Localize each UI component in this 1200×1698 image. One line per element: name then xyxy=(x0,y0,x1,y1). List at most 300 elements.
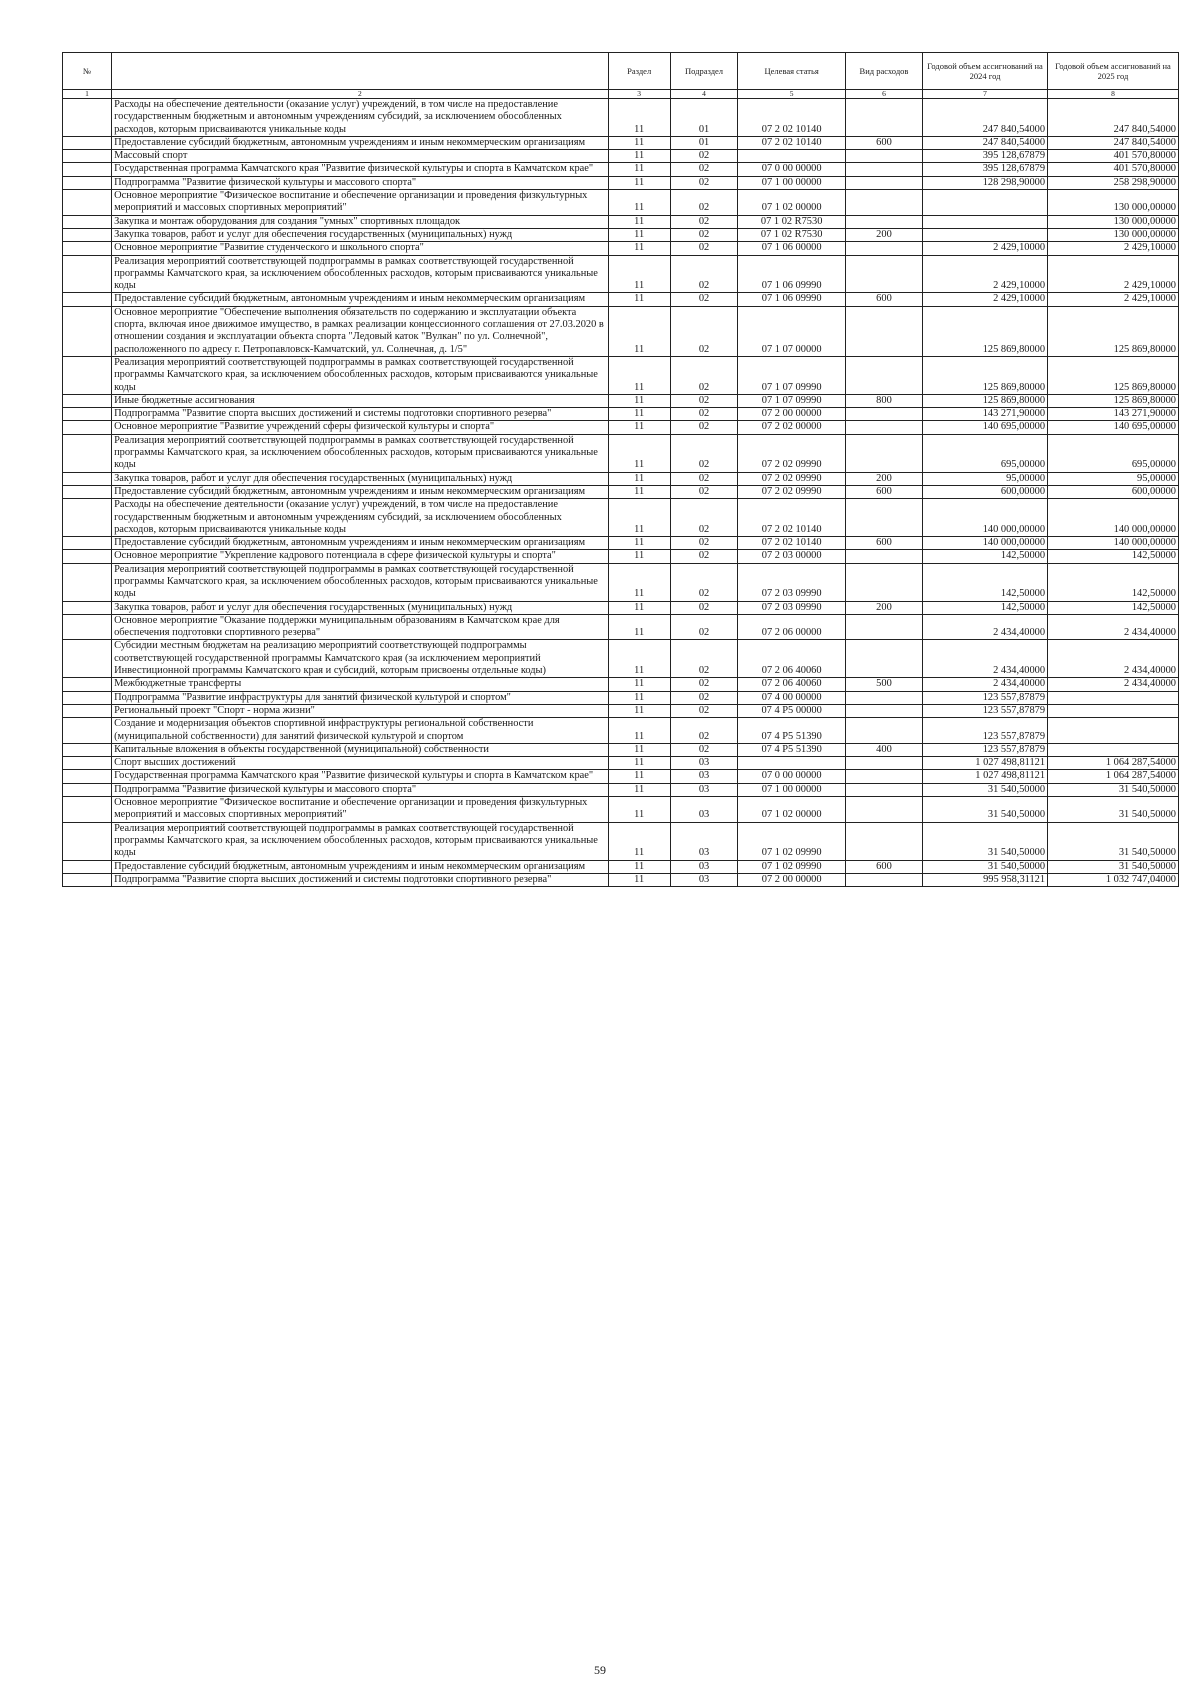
row-number-cell xyxy=(63,614,112,640)
row-target-article-cell: 07 1 02 R7530 xyxy=(738,228,846,241)
column-number: 4 xyxy=(670,90,738,99)
row-amount-2024-cell: 123 557,87879 xyxy=(923,704,1048,717)
row-podrazdel-cell: 02 xyxy=(670,242,738,255)
header-razdel: Раздел xyxy=(608,53,670,90)
row-name-cell: Подпрограмма "Развитие спорта высших достижений и системы подготовки спортивного резерва" xyxy=(112,408,609,421)
row-amount-2025-cell: 143 271,90000 xyxy=(1048,408,1179,421)
row-razdel-cell: 11 xyxy=(608,873,670,886)
header-name xyxy=(112,53,609,90)
row-target-article-cell: 07 4 P5 00000 xyxy=(738,704,846,717)
row-razdel-cell: 11 xyxy=(608,678,670,691)
table-row xyxy=(63,421,1179,434)
row-expense-type-cell xyxy=(845,563,922,601)
row-amount-2024-cell: 31 540,50000 xyxy=(923,797,1048,823)
row-number-cell xyxy=(63,537,112,550)
row-amount-2025-cell: 695,00000 xyxy=(1048,434,1179,472)
row-number-cell xyxy=(63,136,112,149)
row-amount-2024-cell: 31 540,50000 xyxy=(923,822,1048,860)
budget-sheet xyxy=(62,52,1179,887)
row-razdel-cell: 11 xyxy=(608,614,670,640)
row-expense-type-cell xyxy=(845,163,922,176)
row-amount-2025-cell: 142,50000 xyxy=(1048,601,1179,614)
row-podrazdel-cell: 02 xyxy=(670,421,738,434)
row-expense-type-cell: 600 xyxy=(845,485,922,498)
row-number-cell xyxy=(63,293,112,306)
row-amount-2025-cell: 31 540,50000 xyxy=(1048,783,1179,796)
row-number-cell xyxy=(63,99,112,137)
row-number-cell xyxy=(63,743,112,756)
row-number-cell xyxy=(63,228,112,241)
row-amount-2025-cell: 2 434,40000 xyxy=(1048,678,1179,691)
row-amount-2025-cell: 125 869,80000 xyxy=(1048,394,1179,407)
row-razdel-cell: 11 xyxy=(608,537,670,550)
row-amount-2025-cell: 401 570,80000 xyxy=(1048,163,1179,176)
table-row xyxy=(63,550,1179,563)
row-name-cell: Государственная программа Камчатского края "Развитие физической культуры и спорта в Камчатском крае" xyxy=(112,163,609,176)
row-name-cell: Основное мероприятие "Укрепление кадрового потенциала в сфере физической культуры и спорта" xyxy=(112,550,609,563)
table-row xyxy=(63,770,1179,783)
row-podrazdel-cell: 02 xyxy=(670,601,738,614)
row-podrazdel-cell: 02 xyxy=(670,563,738,601)
table-row xyxy=(63,537,1179,550)
row-amount-2025-cell: 600,00000 xyxy=(1048,485,1179,498)
row-amount-2025-cell xyxy=(1048,743,1179,756)
table-row xyxy=(63,718,1179,744)
row-target-article-cell: 07 2 00 00000 xyxy=(738,408,846,421)
row-target-article-cell: 07 2 02 10140 xyxy=(738,99,846,137)
header-podrazdel: Подраздел xyxy=(670,53,738,90)
row-expense-type-cell: 200 xyxy=(845,601,922,614)
row-target-article-cell: 07 2 02 00000 xyxy=(738,421,846,434)
row-razdel-cell: 11 xyxy=(608,472,670,485)
row-razdel-cell: 11 xyxy=(608,421,670,434)
row-podrazdel-cell: 02 xyxy=(670,394,738,407)
column-number: 6 xyxy=(845,90,922,99)
row-podrazdel-cell: 02 xyxy=(670,485,738,498)
row-expense-type-cell xyxy=(845,215,922,228)
row-expense-type-cell xyxy=(845,640,922,678)
row-expense-type-cell xyxy=(845,614,922,640)
row-razdel-cell: 11 xyxy=(608,783,670,796)
row-expense-type-cell: 200 xyxy=(845,472,922,485)
column-number-row xyxy=(63,90,1179,99)
row-razdel-cell: 11 xyxy=(608,306,670,356)
row-name-cell: Капитальные вложения в объекты государственной (муниципальной) собственности xyxy=(112,743,609,756)
row-razdel-cell: 11 xyxy=(608,255,670,293)
column-number: 1 xyxy=(63,90,112,99)
column-number: 5 xyxy=(738,90,846,99)
row-amount-2024-cell: 125 869,80000 xyxy=(923,394,1048,407)
table-row xyxy=(63,860,1179,873)
row-target-article-cell: 07 2 02 10140 xyxy=(738,136,846,149)
row-target-article-cell: 07 1 07 09990 xyxy=(738,394,846,407)
table-row xyxy=(63,783,1179,796)
row-podrazdel-cell: 02 xyxy=(670,691,738,704)
row-number-cell xyxy=(63,190,112,216)
page-number: 59 xyxy=(594,1663,606,1677)
row-podrazdel-cell: 01 xyxy=(670,136,738,149)
row-razdel-cell: 11 xyxy=(608,242,670,255)
row-amount-2025-cell: 140 000,00000 xyxy=(1048,537,1179,550)
row-name-cell: Основное мероприятие "Обеспечение выполнения обязательств по содержанию и эксплуатации объекта спорта, включая иное движимое имущество, в рамках реализации концессионного соглашения от 27.03.2020 в отношении создания и эксплуатации объекта спорта "Ледовый каток "Вулкан" по ул. Солнечной", расположенного по адресу г. Петропавловск-Камчатский, ул. Солнечная, д. 1/5" xyxy=(112,306,609,356)
row-number-cell xyxy=(63,150,112,163)
row-podrazdel-cell: 02 xyxy=(670,743,738,756)
row-razdel-cell: 11 xyxy=(608,293,670,306)
row-amount-2025-cell: 1 064 287,54000 xyxy=(1048,770,1179,783)
row-target-article-cell: 07 1 02 00000 xyxy=(738,797,846,823)
row-amount-2025-cell xyxy=(1048,691,1179,704)
row-amount-2025-cell: 31 540,50000 xyxy=(1048,860,1179,873)
row-amount-2024-cell: 1 027 498,81121 xyxy=(923,770,1048,783)
row-number-cell xyxy=(63,550,112,563)
row-number-cell xyxy=(63,770,112,783)
table-row xyxy=(63,163,1179,176)
row-amount-2025-cell: 2 434,40000 xyxy=(1048,614,1179,640)
row-name-cell: Государственная программа Камчатского края "Развитие физической культуры и спорта в Камчатском крае" xyxy=(112,770,609,783)
row-expense-type-cell: 400 xyxy=(845,743,922,756)
row-target-article-cell: 07 2 06 40060 xyxy=(738,678,846,691)
row-amount-2024-cell xyxy=(923,228,1048,241)
row-expense-type-cell xyxy=(845,176,922,189)
row-target-article-cell: 07 1 07 00000 xyxy=(738,306,846,356)
table-row xyxy=(63,797,1179,823)
row-number-cell xyxy=(63,718,112,744)
column-number: 8 xyxy=(1048,90,1179,99)
row-amount-2025-cell: 1 032 747,04000 xyxy=(1048,873,1179,886)
row-number-cell xyxy=(63,242,112,255)
row-target-article-cell: 07 2 02 10140 xyxy=(738,499,846,537)
row-name-cell: Подпрограмма "Развитие инфраструктуры для занятий физической культурой и спортом" xyxy=(112,691,609,704)
row-expense-type-cell xyxy=(845,421,922,434)
row-expense-type-cell xyxy=(845,757,922,770)
header-amount-2025: Годовой объем ассигнований на 2025 год xyxy=(1048,53,1179,90)
row-razdel-cell: 11 xyxy=(608,136,670,149)
row-expense-type-cell xyxy=(845,822,922,860)
row-amount-2025-cell: 2 434,40000 xyxy=(1048,640,1179,678)
row-target-article-cell xyxy=(738,150,846,163)
row-name-cell: Расходы на обеспечение деятельности (оказание услуг) учреждений, в том числе на предоставление государственным бюджетным и автономным учреждениям субсидий, за исключением обособленных расходов, которым присваиваются уникальные коды xyxy=(112,99,609,137)
row-name-cell: Основное мероприятие "Физическое воспитание и обеспечение организации и проведения физкультурных мероприятий и массовых спортивных мероприятий" xyxy=(112,797,609,823)
row-number-cell xyxy=(63,563,112,601)
row-amount-2025-cell: 31 540,50000 xyxy=(1048,797,1179,823)
row-razdel-cell: 11 xyxy=(608,150,670,163)
table-row xyxy=(63,356,1179,394)
row-podrazdel-cell: 02 xyxy=(670,150,738,163)
row-razdel-cell: 11 xyxy=(608,99,670,137)
row-razdel-cell: 11 xyxy=(608,394,670,407)
row-amount-2025-cell: 142,50000 xyxy=(1048,550,1179,563)
row-amount-2024-cell xyxy=(923,190,1048,216)
row-amount-2025-cell: 401 570,80000 xyxy=(1048,150,1179,163)
row-target-article-cell: 07 1 07 09990 xyxy=(738,356,846,394)
row-number-cell xyxy=(63,472,112,485)
row-podrazdel-cell: 02 xyxy=(670,356,738,394)
row-amount-2024-cell: 1 027 498,81121 xyxy=(923,757,1048,770)
row-podrazdel-cell: 02 xyxy=(670,704,738,717)
row-target-article-cell: 07 2 00 00000 xyxy=(738,873,846,886)
row-podrazdel-cell: 02 xyxy=(670,306,738,356)
row-razdel-cell: 11 xyxy=(608,563,670,601)
row-amount-2024-cell: 140 000,00000 xyxy=(923,537,1048,550)
row-razdel-cell: 11 xyxy=(608,176,670,189)
row-target-article-cell: 07 1 02 00000 xyxy=(738,190,846,216)
row-target-article-cell: 07 1 06 09990 xyxy=(738,255,846,293)
row-amount-2024-cell: 123 557,87879 xyxy=(923,718,1048,744)
row-amount-2025-cell: 1 064 287,54000 xyxy=(1048,757,1179,770)
row-amount-2025-cell: 140 695,00000 xyxy=(1048,421,1179,434)
row-expense-type-cell xyxy=(845,99,922,137)
table-row xyxy=(63,822,1179,860)
row-target-article-cell: 07 2 02 09990 xyxy=(738,434,846,472)
row-target-article-cell: 07 2 02 10140 xyxy=(738,537,846,550)
table-row xyxy=(63,434,1179,472)
row-amount-2025-cell xyxy=(1048,704,1179,717)
row-amount-2024-cell: 95,00000 xyxy=(923,472,1048,485)
row-number-cell xyxy=(63,678,112,691)
row-razdel-cell: 11 xyxy=(608,215,670,228)
row-expense-type-cell xyxy=(845,434,922,472)
row-amount-2025-cell: 142,50000 xyxy=(1048,563,1179,601)
row-razdel-cell: 11 xyxy=(608,601,670,614)
row-expense-type-cell: 200 xyxy=(845,228,922,241)
row-expense-type-cell: 600 xyxy=(845,860,922,873)
table-row xyxy=(63,190,1179,216)
row-name-cell: Реализация мероприятий соответствующей подпрограммы в рамках соответствующей государственной программы Камчатского края, за исключением обособленных расходов, которым присваиваются уникальные коды xyxy=(112,822,609,860)
row-amount-2024-cell: 142,50000 xyxy=(923,550,1048,563)
table-row xyxy=(63,678,1179,691)
table-row xyxy=(63,757,1179,770)
row-amount-2024-cell: 2 429,10000 xyxy=(923,293,1048,306)
row-amount-2024-cell: 395 128,67879 xyxy=(923,163,1048,176)
row-amount-2024-cell: 142,50000 xyxy=(923,563,1048,601)
row-amount-2024-cell: 600,00000 xyxy=(923,485,1048,498)
row-podrazdel-cell: 02 xyxy=(670,472,738,485)
row-name-cell: Основное мероприятие "Развитие учреждений сферы физической культуры и спорта" xyxy=(112,421,609,434)
row-name-cell: Предоставление субсидий бюджетным, автономным учреждениям и иным некоммерческим организациям xyxy=(112,537,609,550)
table-row xyxy=(63,472,1179,485)
row-amount-2024-cell: 125 869,80000 xyxy=(923,306,1048,356)
row-razdel-cell: 11 xyxy=(608,408,670,421)
row-name-cell: Создание и модернизация объектов спортивной инфраструктуры региональной собственности (муниципальной собственности) для занятий физической культурой и спортом xyxy=(112,718,609,744)
row-target-article-cell: 07 1 02 R7530 xyxy=(738,215,846,228)
row-amount-2025-cell: 125 869,80000 xyxy=(1048,356,1179,394)
row-number-cell xyxy=(63,757,112,770)
row-expense-type-cell xyxy=(845,550,922,563)
table-row xyxy=(63,704,1179,717)
row-number-cell xyxy=(63,163,112,176)
header-row xyxy=(63,53,1179,90)
row-target-article-cell: 07 2 02 09990 xyxy=(738,485,846,498)
row-expense-type-cell xyxy=(845,150,922,163)
row-podrazdel-cell: 03 xyxy=(670,783,738,796)
row-podrazdel-cell: 03 xyxy=(670,770,738,783)
row-name-cell: Субсидии местным бюджетам на реализацию мероприятий соответствующей подпрограммы соответствующей государственной программы Камчатского края (за исключением мероприятий Инвестиционной программы Камчатского края и субсидий, которым присвоены отдельные коды) xyxy=(112,640,609,678)
row-razdel-cell: 11 xyxy=(608,743,670,756)
row-amount-2025-cell: 2 429,10000 xyxy=(1048,293,1179,306)
row-podrazdel-cell: 01 xyxy=(670,99,738,137)
row-target-article-cell: 07 4 P5 51390 xyxy=(738,718,846,744)
row-amount-2025-cell xyxy=(1048,718,1179,744)
row-podrazdel-cell: 02 xyxy=(670,215,738,228)
table-row xyxy=(63,408,1179,421)
row-expense-type-cell: 600 xyxy=(845,293,922,306)
row-podrazdel-cell: 03 xyxy=(670,873,738,886)
row-amount-2024-cell: 31 540,50000 xyxy=(923,860,1048,873)
row-razdel-cell: 11 xyxy=(608,190,670,216)
row-target-article-cell: 07 2 06 40060 xyxy=(738,640,846,678)
row-number-cell xyxy=(63,255,112,293)
row-amount-2024-cell: 2 429,10000 xyxy=(923,242,1048,255)
row-expense-type-cell: 600 xyxy=(845,537,922,550)
table-body xyxy=(63,99,1179,887)
table-row xyxy=(63,228,1179,241)
row-razdel-cell: 11 xyxy=(608,718,670,744)
row-expense-type-cell xyxy=(845,356,922,394)
table-row xyxy=(63,255,1179,293)
row-expense-type-cell: 600 xyxy=(845,136,922,149)
column-number: 7 xyxy=(923,90,1048,99)
row-amount-2025-cell: 258 298,90000 xyxy=(1048,176,1179,189)
row-name-cell: Основное мероприятие "Развитие студенческого и школьного спорта" xyxy=(112,242,609,255)
row-name-cell: Предоставление субсидий бюджетным, автономным учреждениям и иным некоммерческим организациям xyxy=(112,860,609,873)
row-number-cell xyxy=(63,873,112,886)
row-razdel-cell: 11 xyxy=(608,704,670,717)
row-amount-2025-cell: 247 840,54000 xyxy=(1048,99,1179,137)
column-number: 2 xyxy=(112,90,609,99)
budget-table xyxy=(62,52,1179,887)
row-target-article-cell xyxy=(738,757,846,770)
row-razdel-cell: 11 xyxy=(608,640,670,678)
row-amount-2024-cell: 395 128,67879 xyxy=(923,150,1048,163)
row-name-cell: Иные бюджетные ассигнования xyxy=(112,394,609,407)
table-row xyxy=(63,176,1179,189)
row-number-cell xyxy=(63,783,112,796)
row-expense-type-cell: 500 xyxy=(845,678,922,691)
row-target-article-cell: 07 4 00 00000 xyxy=(738,691,846,704)
row-amount-2024-cell: 128 298,90000 xyxy=(923,176,1048,189)
row-amount-2024-cell: 695,00000 xyxy=(923,434,1048,472)
row-target-article-cell: 07 1 00 00000 xyxy=(738,176,846,189)
row-podrazdel-cell: 02 xyxy=(670,228,738,241)
row-target-article-cell: 07 2 03 09990 xyxy=(738,601,846,614)
row-amount-2025-cell: 130 000,00000 xyxy=(1048,228,1179,241)
row-name-cell: Предоставление субсидий бюджетным, автономным учреждениям и иным некоммерческим организациям xyxy=(112,485,609,498)
row-name-cell: Закупка и монтаж оборудования для создания "умных" спортивных площадок xyxy=(112,215,609,228)
row-target-article-cell: 07 1 00 00000 xyxy=(738,783,846,796)
row-number-cell xyxy=(63,356,112,394)
table-row xyxy=(63,563,1179,601)
row-podrazdel-cell: 02 xyxy=(670,255,738,293)
row-podrazdel-cell: 02 xyxy=(670,163,738,176)
row-name-cell: Предоставление субсидий бюджетным, автономным учреждениям и иным некоммерческим организациям xyxy=(112,136,609,149)
row-number-cell xyxy=(63,640,112,678)
row-amount-2025-cell: 2 429,10000 xyxy=(1048,255,1179,293)
table-row xyxy=(63,394,1179,407)
row-name-cell: Подпрограмма "Развитие физической культуры и массового спорта" xyxy=(112,176,609,189)
table-row xyxy=(63,99,1179,137)
row-expense-type-cell xyxy=(845,499,922,537)
row-name-cell: Реализация мероприятий соответствующей подпрограммы в рамках соответствующей государственной программы Камчатского края, за исключением обособленных расходов, которым присваиваются уникальные коды xyxy=(112,255,609,293)
row-number-cell xyxy=(63,860,112,873)
row-razdel-cell: 11 xyxy=(608,485,670,498)
row-name-cell: Региональный проект "Спорт - норма жизни" xyxy=(112,704,609,717)
table-row xyxy=(63,306,1179,356)
row-target-article-cell: 07 1 06 09990 xyxy=(738,293,846,306)
row-razdel-cell: 11 xyxy=(608,499,670,537)
row-target-article-cell: 07 1 02 09990 xyxy=(738,822,846,860)
row-razdel-cell: 11 xyxy=(608,757,670,770)
row-amount-2024-cell: 247 840,54000 xyxy=(923,136,1048,149)
row-amount-2024-cell: 140 695,00000 xyxy=(923,421,1048,434)
row-razdel-cell: 11 xyxy=(608,163,670,176)
row-target-article-cell: 07 2 02 09990 xyxy=(738,472,846,485)
row-podrazdel-cell: 02 xyxy=(670,293,738,306)
row-amount-2024-cell: 140 000,00000 xyxy=(923,499,1048,537)
row-amount-2025-cell: 247 840,54000 xyxy=(1048,136,1179,149)
row-razdel-cell: 11 xyxy=(608,356,670,394)
row-amount-2025-cell: 2 429,10000 xyxy=(1048,242,1179,255)
row-amount-2024-cell: 123 557,87879 xyxy=(923,691,1048,704)
row-amount-2024-cell: 2 434,40000 xyxy=(923,678,1048,691)
row-number-cell xyxy=(63,421,112,434)
row-number-cell xyxy=(63,176,112,189)
row-number-cell xyxy=(63,601,112,614)
row-expense-type-cell xyxy=(845,408,922,421)
row-podrazdel-cell: 02 xyxy=(670,499,738,537)
row-amount-2024-cell: 2 434,40000 xyxy=(923,640,1048,678)
row-number-cell xyxy=(63,434,112,472)
row-target-article-cell: 07 1 02 09990 xyxy=(738,860,846,873)
row-number-cell xyxy=(63,499,112,537)
header-target-article: Целевая статья xyxy=(738,53,846,90)
row-podrazdel-cell: 03 xyxy=(670,822,738,860)
row-target-article-cell: 07 0 00 00000 xyxy=(738,163,846,176)
row-number-cell xyxy=(63,797,112,823)
row-name-cell: Основное мероприятие "Оказание поддержки муниципальным образованиям в Камчатском крае для обеспечения подготовки спортивного резерва" xyxy=(112,614,609,640)
table-row xyxy=(63,215,1179,228)
row-target-article-cell: 07 0 00 00000 xyxy=(738,770,846,783)
row-target-article-cell: 07 2 06 00000 xyxy=(738,614,846,640)
row-expense-type-cell xyxy=(845,770,922,783)
row-amount-2025-cell: 125 869,80000 xyxy=(1048,306,1179,356)
table-row xyxy=(63,873,1179,886)
row-expense-type-cell xyxy=(845,190,922,216)
row-amount-2024-cell: 247 840,54000 xyxy=(923,99,1048,137)
header-expense-type: Вид расходов xyxy=(845,53,922,90)
row-amount-2024-cell xyxy=(923,215,1048,228)
row-name-cell: Реализация мероприятий соответствующей подпрограммы в рамках соответствующей государственной программы Камчатского края, за исключением обособленных расходов, которым присваиваются уникальные коды xyxy=(112,356,609,394)
row-name-cell: Спорт высших достижений xyxy=(112,757,609,770)
table-row xyxy=(63,293,1179,306)
row-expense-type-cell xyxy=(845,306,922,356)
row-amount-2024-cell: 123 557,87879 xyxy=(923,743,1048,756)
row-razdel-cell: 11 xyxy=(608,860,670,873)
row-number-cell xyxy=(63,822,112,860)
table-row xyxy=(63,743,1179,756)
row-name-cell: Закупка товаров, работ и услуг для обеспечения государственных (муниципальных) нужд xyxy=(112,601,609,614)
row-amount-2025-cell: 95,00000 xyxy=(1048,472,1179,485)
row-name-cell: Закупка товаров, работ и услуг для обеспечения государственных (муниципальных) нужд xyxy=(112,228,609,241)
row-expense-type-cell xyxy=(845,255,922,293)
row-number-cell xyxy=(63,704,112,717)
row-target-article-cell: 07 2 03 09990 xyxy=(738,563,846,601)
row-amount-2024-cell: 2 429,10000 xyxy=(923,255,1048,293)
table-row xyxy=(63,485,1179,498)
row-expense-type-cell xyxy=(845,783,922,796)
row-target-article-cell: 07 4 P5 51390 xyxy=(738,743,846,756)
row-razdel-cell: 11 xyxy=(608,691,670,704)
table-row xyxy=(63,640,1179,678)
